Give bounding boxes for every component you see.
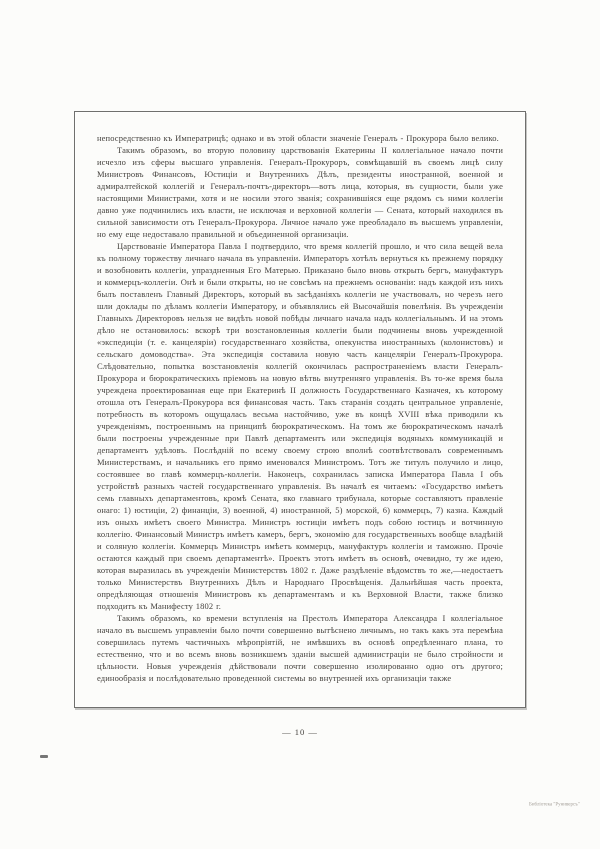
scan-artifact [40,755,48,758]
paragraph: Такимъ образомъ, ко времени вступленія на Престолъ Императора Александра I коллегіальное начало въ высшемъ управленіи было почти совершенно вытѣснено личнымъ, но такъ какъ эта перемѣна совершилась путемъ частичныхъ мѣропріятій, не имѣвшихъ въ основѣ опредѣленнаго плана, то естественно, что и во всемъ вновь возникшемъ зданіи высшей администраціи не было стройности и цѣльности. Новыя учрежденія дѣйствовали почти совершенно изолированно одно отъ другого; единообразія и послѣдовательно проведенной системы во внутренней ихъ организаціи также [97,613,503,683]
paragraph: непосредственно къ Императрицѣ; однако и въ этой области значеніе Генералъ - Прокурора было велико. [97,133,499,143]
paragraph: Царствованіе Императора Павла I подтвердило, что время коллегій прошло, и что сила вещей вела къ полному торжеству личнаго начала въ управленіи. Императоръ хотѣлъ вернуться къ прежнему порядку и возобновить коллегіи, упраздненныя Его Матерью. Приказано было вновь открыть бергъ, мануфактуръ и коммерцъ-коллегіи. Онѣ и были открыты, но не совсѣмъ на прежнемъ основаніи: надъ каждой изъ нихъ былъ поставленъ Главный Директоръ, который въ засѣданіяхъ коллегіи не участвовалъ, но черезъ него шли доклады по дѣламъ коллегіи Императору, и объявлялись ей Высочайшія повелѣнія. Въ учрежденіи Главныхъ Директоровъ нельзя не видѣть новой побѣды личнаго начала надъ коллегіальнымъ. И на этомъ дѣло не остановилось: вскорѣ три возстановленныя коллегіи были подчинены вновь учрежденной «экспедиціи (т. е. канцеляріи) государственнаго хозяйства, опекунства иностранныхъ (колонистовъ) и сельскаго домоводства». Эта экспедиція составила новую часть канцеляріи Генералъ-Прокурора. Слѣдовательно, попытка возстановленія коллегій окончилась распространеніемъ власти Генералъ-Прокурора и бюрократическихъ пріемовъ на новую вѣтвь внутренняго управленія. Въ то-же время была учреждена проектированная еще при Екатеринѣ II должность Государственнаго Казначея, къ которому отошла отъ Генералъ-Прокурора вся финансовая часть. Такъ старанія создать центральное управленіе, потребность въ которомъ ощущалась весьма настойчиво, уже въ концѣ XVIII вѣка приводили къ учрежденіямъ, построеннымъ на принципѣ бюрократическомъ. На томъ же бюрократическомъ началѣ были построены учрежденные при Павлѣ департаментъ или экспедиція водяныхъ коммуникацій и департаментъ удѣловъ. Послѣдній по всему своему строю вполнѣ соотвѣтствовалъ современнымъ Министерствамъ, и начальникъ его прямо именовался Министромъ. Тотъ же титулъ получило и лицо, состоявшее во главѣ коммерцъ-коллегіи. Наконецъ, сохранилась записка Императора Павла I объ устройствѣ разныхъ частей государственнаго управленія. Въ началѣ ея читаемъ: «Государство имѣетъ семь главныхъ департаментовъ, кромѣ Сената, яко главнаго трибунала, которые составляютъ правленіе онаго: 1) юстиціи, 2) финанціи, 3) военной, 4) иностранной, 5) морской, 6) коммерцъ, 7) казна. Каждый изъ оныхъ имѣетъ своего Министра. Министръ юстиціи имѣетъ подъ собою юстицъ и вотчинную коллегію. Финансовый Министръ имѣетъ камеръ, бергъ, экономію для государственныхъ вообще владѣній и соляную коллегіи. Коммерцъ Министръ имѣетъ коммерцъ, мануфактуръ коллегіи и таможню. Прочіе остаются каждый при своемъ департаментѣ». Проектъ этотъ имѣетъ въ основѣ, очевидно, ту же идею, которая выразилась въ учрежденіи Министерствъ 1802 г. Даже раздѣленіе вѣдомствъ то же,—недостаетъ только Министерствъ Внутреннихъ Дѣлъ и Народнаго Просвѣщенія. Дальнѣйшая часть проекта, опредѣляющая отношенія Министровъ къ департаментамъ и къ Верховной Власти, также близко подходитъ къ Манифесту 1802 г. [97,241,503,611]
page-border-frame [74,111,526,708]
library-watermark: Библіотека "Руниверсъ" [529,801,580,807]
paragraph: Такимъ образомъ, во вторую половину царствованія Екатерины II коллегіальное начало почти исчезло изъ сферы высшаго управленія. Генералъ-Прокуроръ, совмѣщавшій въ своемъ лицѣ силу Министровъ Финансовъ, Юстиціи и Внутреннихъ Дѣлъ, президенты иностранной, военной и адмиралтейской коллегій и Генералъ-почтъ-директоръ—вотъ лица, которыя, въ сущности, были уже настоящими Министрами, хотя и не носили этого званія; сохранившіяся еще рядомъ съ ними коллегіи давно уже подчинились ихъ власти, не исключая и верховной коллегіи — Сената, который находился въ сильной зависимости отъ Генералъ-Прокурора. Личное начало уже преобладало въ высшемъ управленіи, но ему еще недоставало правильной и объединенной организаціи. [97,145,503,239]
page-number: — 10 — [282,727,318,737]
body-text [97,132,503,684]
